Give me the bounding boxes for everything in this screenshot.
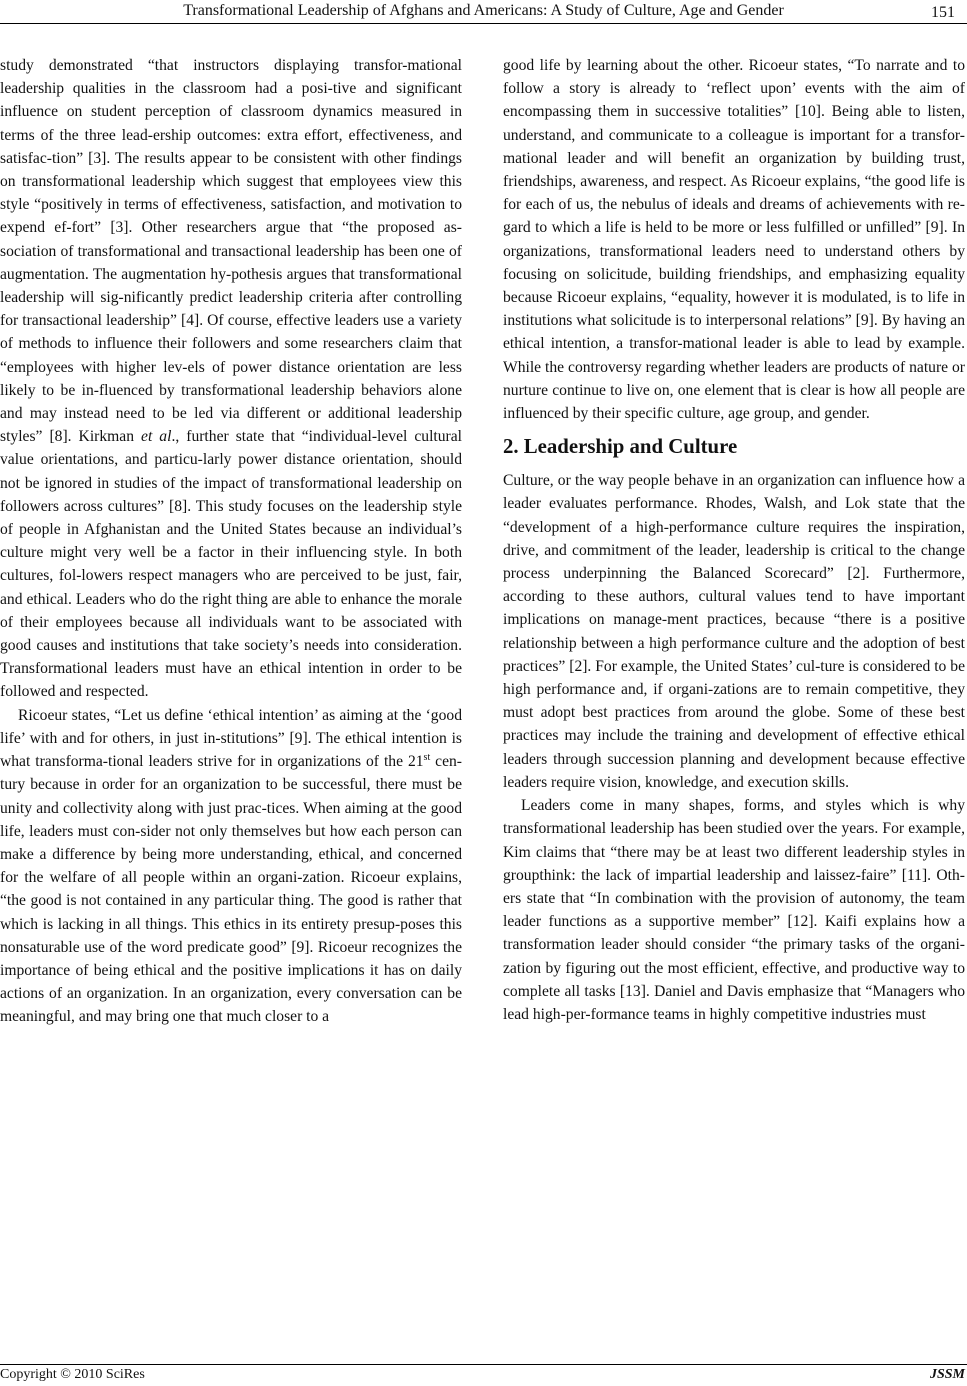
- right-paragraph-1: good life by learning about the other. Ricoeur states, “To narrate and to follow a story is already to ‘reflect upon’ events with the aim of encompassing them in successive totalities” [10]. Being able to listen, understand, and communicate to a colleague is important for a transfor-mational leader and will benefit an organization by building trust, friendships, awareness, and respect. As Ricoeur explains, “the good life is for each of us, the nebulus of ideals and dreams of achievements with re-gard to which a life is held to be more or less fulfilled or unfilled” [9]. In organizations, transformational leaders need to understand others by focusing on solicitude, building friendships, and emphasizing equality because Ricoeur explains, “equality, however it is modulated, is to life in institutions what solicitude is to interpersonal relations” [9]. By having an ethical intention, a transfor-mational leader is able to lead by example. While the controversy regarding whether leaders are products of nature or nurture continue to live on, one element that is clear is how all people are influenced by their specific culture, age group, and gender.: [503, 57, 965, 423]
- footer-rule: [0, 1364, 967, 1365]
- section-heading: 2. Leadership and Culture: [503, 435, 738, 459]
- copyright-notice: Copyright © 2010 SciRes: [0, 1367, 145, 1382]
- left-paragraph-2: [0, 704, 462, 1029]
- right-column: [503, 54, 965, 1026]
- left-p2-text-b: cen-tury because in order for an organization to be successful, there must be unity and collectivity along with just prac-tices. When aiming at the good life, leaders must con-sider not only themselves but how each person can make a difference by being more understanding, ethical, and concerned for the welfare of all people within an organi-zation. Ricoeur explains, “the good is not contained in any particular thing. The good is rather that which is lacking in all things. This ethics in its entirety presup-poses this nonsaturable use of the word predicate good” [9]. Ricoeur recognizes the importance of being ethical and the positive implications it has on daily actions of an organization. In an organization, every conversation can be meaningful, and may bring one that much closer to a: [0, 753, 462, 1026]
- journal-abbreviation: JSSM: [929, 1367, 965, 1382]
- right-paragraph-2: Culture, or the way people behave in an organization can influence how a leader evaluates performance. Rhodes, Walsh, and Lok state that the “development of a high-performance culture requires the inspiration, drive, and commitment of the leader, leadership is critical to the change process underpinning the Balanced Scorecard” [2]. Furthermore, according to these authors, cultural values tend to have important implications on manage-ment practices, because “there is a positive relationship between a high performance culture and the adoption of best practices” [2]. For example, the United States’ cul-ture is considered to be high performance and, if organi-zations are to remain competitive, they must adopt best practices from around the globe. Some of these best practices may include the training and development of effective ethical leaders through succession planning and development because effective leaders require vision, knowledge, and execution skills.: [503, 472, 965, 791]
- page-number: 151: [931, 4, 955, 21]
- left-p1-text: study demonstrated “that instructors displaying transfor-mational leadership qualities in the classroom had a posi-tive and significant influence on student perception of classroom dynamics measured in terms of the three lead-ership outcomes: extra effort, effectiveness, and satisfac-tion” [3]. The results appear to be consistent with other findings on transformational leadership which suggest that employees view this style “positively in terms of effectiveness, satisfaction, and motivation to expend ef-fort” [3]. Other researchers argue that “the proposed as-sociation of transformational and transactional leadership has been one of augmentation. The augmentation hy-pothesis argues that transformational leadership will sig-nificantly predict leadership criteria after controlling for transactional leadership” [4]. Of course, effective leaders use a variety of methods to influence their followers and some researchers claim that “employees with higher lev-els of power distance orientation are less likely to be in-fluenced by transformational leadership behaviors alone and may instead need to be led via different or additional leadership styles” [8]. Kirkman: [0, 57, 462, 446]
- left-p1-rest: ., further state that “individual-level cultural value orientations, and particu-larly power distance orientation, should not be ignored in studies of the impact of transformational leadership on followers across cultures” [8]. This study focuses on the leadership style of people in Afghanistan and the United States because an individual’s culture might very well be a factor in their influencing style. In both cultures, fol-lowers respect managers who are perceived to be just, fair, and ethical. Leaders who do the right thing are able to enhance the morale of their employees because all individuals want to be associated with good causes and institutions that take society’s needs into consideration. Transformational leaders must have an ethical intention in order to be followed and respected.: [0, 428, 462, 701]
- right-paragraph-3: Leaders come in many shapes, forms, and styles which is why transformational leadership has been studied over the years. For example, Kim claims that “there may be at least two different leadership styles in groupthink: the lack of impartial leadership and laissez-faire” [11]. Oth-ers state that “In combination with the provision of autonomy, the team leader functions as a supportive member” [12]. Kaifi explains how a transformation leader should consider “the primary tasks of the organi-zation by figuring out the most efficient, effective, and productive way to complete all tasks [13]. Daniel and Davis emphasize that “Managers who lead high-per-formance teams in highly competitive industries must: [503, 797, 965, 1023]
- left-paragraph-1: [0, 54, 462, 704]
- left-p2-superscript: st: [423, 751, 431, 763]
- running-title: Transformational Leadership of Afghans and Americans: A Study of Culture, Age and Gender: [183, 2, 784, 19]
- left-p2-text-a: Ricoeur states, “Let us define ‘ethical intention’ as aiming at the ‘good life’ with and for others, in just in-stitutions” [9]. The ethical intention is what transforma-tional leaders strive for in organizations of the 21: [0, 706, 462, 771]
- header-rule: [0, 23, 967, 24]
- left-p1-italic: et al: [141, 428, 172, 446]
- running-header: [0, 0, 967, 24]
- left-column: [0, 54, 462, 1029]
